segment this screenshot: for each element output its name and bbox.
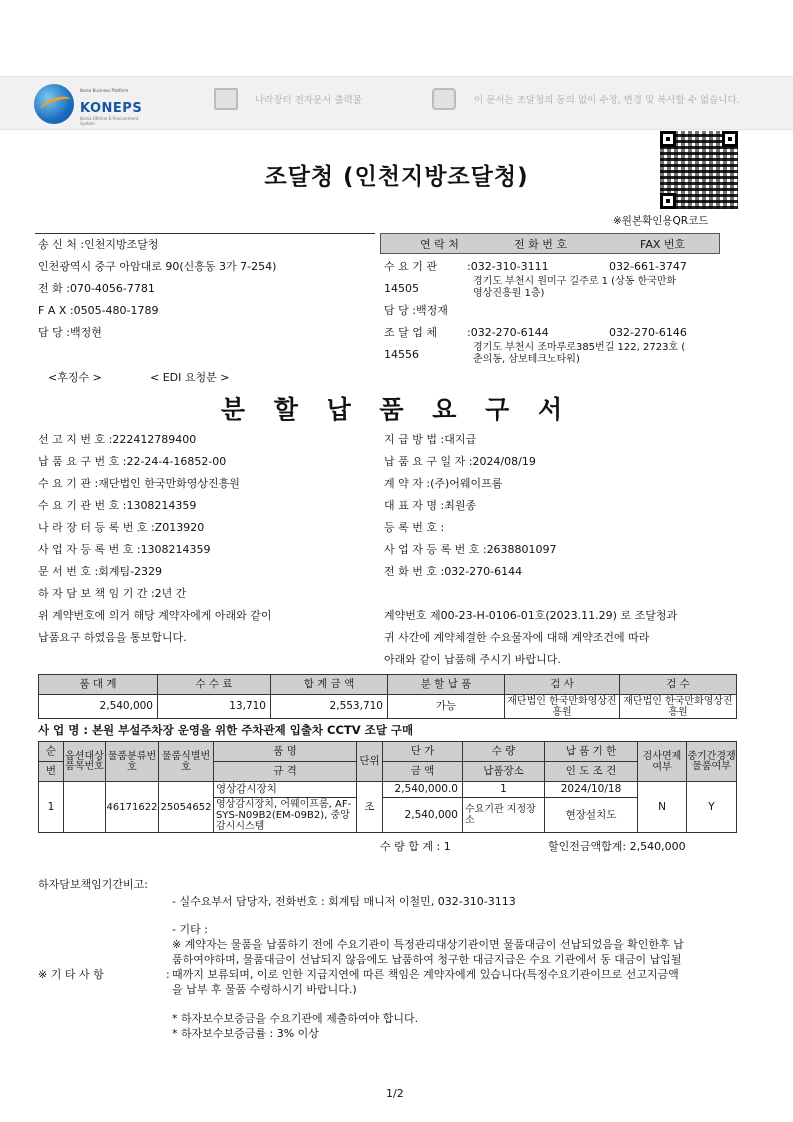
print-label: 나라장터 전자문서 출력물 (255, 95, 362, 106)
brand-small-text: Korea Business Platform (80, 88, 129, 93)
items-header-qty: 수 량 (462, 741, 545, 762)
demand-address-1: 경기도 부천시 원미구 길주로 1 (상동 한국만화 (473, 276, 677, 287)
memo-bullet-1: * 하자보수보증금을 수요기관에 제출하여야 합니다. (172, 1012, 419, 1025)
items-header-no-bottom: 번 (38, 761, 64, 782)
items-header-exempt: 검사면제여부 (637, 741, 687, 782)
item-no: 1 (38, 781, 64, 833)
memo-colon: : (166, 968, 170, 981)
contact-header-label: 연 락 처 (420, 238, 459, 251)
field-warranty: 하 자 담 보 책 임 기 간 :2년 간 (38, 587, 187, 600)
summary-split-value: 가능 (387, 694, 505, 719)
item-price: 2,540,000.0 (382, 781, 463, 798)
summary-header-split: 분 할 납 품 (387, 674, 505, 695)
sender-manager: 담 당 :백정현 (38, 326, 102, 339)
memo-line-4: 을 납부 후 물품 수령하시기 바랍니다.) (172, 983, 357, 996)
agency-title: 조달청 (인천지방조달청) (264, 164, 529, 190)
items-header-price: 단 가 (382, 741, 463, 762)
supplier-label: 조 달 업 체 (384, 326, 437, 339)
field-contractor: 계 약 자 :(주)어웨이프롬 (384, 477, 503, 490)
items-header-amount: 금 액 (382, 761, 463, 782)
field-representative: 대 표 자 명 :최원종 (384, 499, 477, 512)
field-notice-no: 선 고 지 번 호 :222412789400 (38, 433, 197, 446)
item-class-no: 46171622 (105, 781, 159, 833)
memo-label: ※ 기 타 사 항 (38, 968, 104, 981)
total-qty: 수 량 합 계 : 1 (380, 840, 451, 853)
copy-notice: 이 문서는 조달청의 동의 없이 수정, 변경 및 복사할 수 없습니다. (474, 95, 740, 106)
field-reg-no: 등 록 번 호 : (384, 521, 445, 534)
notice-left-1: 위 계약번호에 의거 해당 계약자에게 아래와 같이 (38, 609, 272, 622)
sender-name: 송 신 처 :인천지방조달청 (38, 238, 159, 251)
summary-inspection-value: 재단법인 한국만화영상진흥원 (504, 694, 620, 719)
item-option (63, 781, 106, 833)
summary-goods-value: 2,540,000 (38, 694, 158, 719)
sender-phone: 전 화 :070-4056-7781 (38, 282, 155, 295)
summary-header-acceptance: 검 수 (619, 674, 737, 695)
brand-subtitle: Korea ON-line E-Procurement System (80, 116, 139, 126)
items-header-place: 납품장소 (462, 761, 545, 782)
item-exempt: N (637, 781, 687, 833)
supplier-address-2: 춘의동, 삼보테크노타워) (473, 354, 580, 365)
item-terms: 현장설치도 (544, 797, 638, 833)
items-header-class-no: 물품분류번호 (105, 741, 159, 782)
items-header-unit: 단위 (356, 741, 383, 782)
tax-tag: <후징수 > (48, 371, 102, 384)
field-phone: 전 화 번 호 :032-270-6144 (384, 565, 523, 578)
item-mid-term: Y (686, 781, 737, 833)
summary-header-inspection: 검 사 (504, 674, 620, 695)
field-payment: 지 급 방 법 :대지급 (384, 433, 477, 446)
item-qty: 1 (462, 781, 545, 798)
item-spec: 영상감시장치, 어웨이프롬, AF-SYS-N09B2(EM-09B2), 중앙감시시스템 (213, 797, 357, 833)
sender-fax: F A X :0505-480-1789 (38, 304, 159, 317)
field-business-no: 사 업 자 등 록 번 호 :1308214359 (38, 543, 211, 556)
sender-top-rule (35, 233, 375, 234)
items-header-no-top: 순 (38, 741, 64, 762)
field-request-no: 납 품 요 구 번 호 :22-24-4-16852-00 (38, 455, 227, 468)
field-document-no: 문 서 번 호 :회계팀-2329 (38, 565, 163, 578)
demand-agency-phone: :032-310-3111 (467, 260, 549, 273)
edi-tag: < EDI 요청분 > (150, 371, 230, 384)
printer-icon (432, 88, 456, 110)
phone-header-label: 전 화 번 호 (514, 238, 567, 251)
document-title: 분 할 납 품 요 구 서 (220, 395, 573, 424)
warranty-remark-label: 하자담보책임기간비고: (38, 878, 148, 891)
items-header-spec: 규 격 (213, 761, 357, 782)
item-name: 영상감시장치 (213, 781, 357, 798)
memo-line-2: 품하여야하며, 물품대금이 선납되지 않음에도 납품하여 청구한 대금지급은 수요 기관에서 동 대금이 납입될 (172, 953, 682, 966)
field-request-date: 납 품 요 구 일 자 :2024/08/19 (384, 455, 536, 468)
qr-caption: ※원본확인용QR코드 (613, 215, 709, 227)
summary-acceptance-value: 재단법인 한국만화영상진흥원 (619, 694, 737, 719)
supplier-fax: 032-270-6146 (609, 326, 687, 339)
notice-right-2: 귀 사간에 계약체결한 수요물자에 대해 계약조건에 따라 (384, 631, 650, 644)
field-demand-agency: 수 요 기 관 :재단법인 한국만화영상진흥원 (38, 477, 240, 490)
fax-header-label: FAX 번호 (640, 238, 686, 251)
items-header-mid-term: 중기간경쟁물품여부 (686, 741, 737, 782)
page-number: 1/2 (386, 1087, 404, 1100)
supplier-address-1: 경기도 부천시 조마루로385번길 122, 2723호 ( (473, 342, 686, 353)
items-header-id-no: 물품식별번호 (158, 741, 214, 782)
demand-address-2: 영상진흥원 1층) (473, 288, 545, 299)
supplier-phone: :032-270-6144 (467, 326, 549, 339)
memo-line-1: ※ 계약자는 물품을 납품하기 전에 수요기관이 특정관리대상기관이면 물품대금이 선납되었음을 확인한후 납 (172, 938, 684, 951)
memo-etc: - 기타 : (172, 923, 208, 936)
item-due: 2024/10/18 (544, 781, 638, 798)
summary-header-total: 합 계 금 액 (270, 674, 388, 695)
field-business-reg-no: 사 업 자 등 록 번 호 :2638801097 (384, 543, 557, 556)
memo-bullet-2: * 하자보수보증금률 : 3% 이상 (172, 1027, 319, 1040)
memo-contact: - 실수요부서 담당자, 전화번호 : 회계팀 매니저 이철민, 032-310-3113 (172, 895, 516, 908)
field-agency-no: 수 요 기 관 번 호 :1308214359 (38, 499, 197, 512)
items-header-due: 납 품 기 한 (544, 741, 638, 762)
sender-address: 인천광역시 중구 아암대로 90(신흥동 3가 7-254) (38, 260, 277, 273)
brand-name: KONEPS (80, 101, 143, 116)
demand-manager: 담 당 :백정재 (384, 304, 448, 317)
item-amount: 2,540,000 (382, 797, 463, 833)
document-icon (214, 88, 238, 110)
summary-total-value: 2,553,710 (270, 694, 388, 719)
supplier-zip: 14556 (384, 348, 419, 361)
total-discount-amount: 할인전금액합계: 2,540,000 (548, 840, 686, 853)
project-name: 사 업 명 : 본원 부설주차장 운영을 위한 주차관제 입출차 CCTV 조달 구매 (38, 723, 414, 737)
notice-right-3: 아래와 같이 납품해 주시기 바랍니다. (384, 653, 561, 666)
item-unit: 조 (356, 781, 383, 833)
summary-fee-value: 13,710 (157, 694, 271, 719)
item-id-no: 25054652 (158, 781, 214, 833)
notice-left-2: 납품요구 하였음을 통보합니다. (38, 631, 187, 644)
summary-header-fee: 수 수 료 (157, 674, 271, 695)
field-registration-no: 나 라 장 터 등 록 번 호 :Z013920 (38, 521, 205, 534)
notice-right-1: 계약번호 제00-23-H-0106-01호(2023.11.29) 로 조달청과 (384, 609, 678, 622)
items-header-name: 품 명 (213, 741, 357, 762)
item-place: 수요기관 지정장소 (462, 797, 545, 833)
demand-zip: 14505 (384, 282, 419, 295)
demand-agency-fax: 032-661-3747 (609, 260, 687, 273)
summary-header-goods: 품 대 계 (38, 674, 158, 695)
items-header-terms: 인 도 조 건 (544, 761, 638, 782)
items-header-option: 옵션대상품목번호 (63, 741, 106, 782)
memo-line-3: 때까지 보류되며, 이로 인한 지급지연에 따른 책임은 계약자에게 있습니다(특정수요기관이므로 선고지금액 (172, 968, 679, 981)
demand-agency-label: 수 요 기 관 (384, 260, 437, 273)
